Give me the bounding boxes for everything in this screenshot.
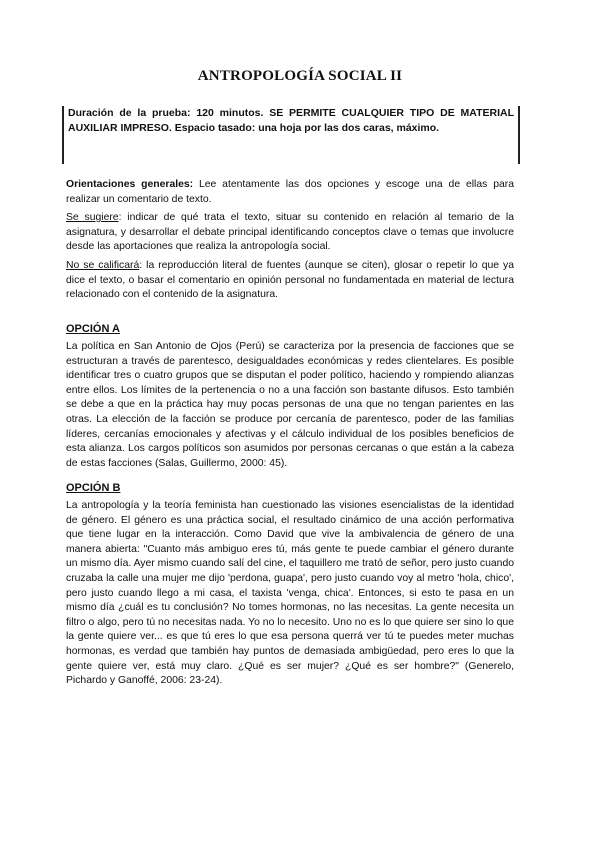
orientaciones-text: Lee atentamente las dos opciones y escoge una de ellas para realizar un comentario de texto. bbox=[66, 179, 514, 205]
exam-info-box bbox=[62, 106, 520, 164]
no-calificara-paragraph bbox=[66, 259, 514, 303]
opcion-b-text: La antropología y la teoría feminista han cuestionado las visiones esencialistas de la identidad de género. El género es una práctica social, el resultado cinámico de una acción performativa que tiene lugar en la interacción. Como David que vive la ambivalencia de género de una manera abierta: "Cuanto más ambiguo eres tú, más gente te puede cambiar el género durante un mismo día. Ayer mismo cuando salí del cine, el taquillero me trató de señor, pero justo cuando cruzaba la calle una mujer me dijo 'perdona, guapa', pero justo cuando voy al metro 'hola, chico', pero justo cuando llego a mi casa, el taxista 'venga, chica'. Entonces, si esto te pasa en un mismo día ¿cuál es tu conclusión? No tomes hormonas, no las necesitas. La gente necesita un filtro o algo, pero tú no necesitas nada. Yo no lo necesito. Uno no es lo que quiere ser sino lo que la gente quiere ver... es que tú eres lo que esa persona querrá ver tú te puedes meter muchas hormonas, es verdad que también hay puntos de demasiada ambigüedad, pero eres lo que la gente quiere ver, está muy claro. ¿Qué es ser mujer? ¿Qué es ser hombre?" (Generelo, Pichardo y Ganoffé, 2006: 23-24). bbox=[66, 500, 515, 687]
sugiere-paragraph bbox=[66, 211, 514, 255]
opcion-a-text: La política en San Antonio de Ojos (Perú) se caracteriza por la presencia de facciones que se estructuran a través de parentesco, desigualdades económicas y redes clientelares. Es posible identificar tres o cuatro grupos que se disputan el poder político, haciendo y rompiendo alianzas entre ellos. Los límites de la pertenencia o no a una facción son bastante difusos. Esto también se debe a que en la práctica hay muy pocas personas de una que no tengan parientes en las otras. La elección de la facción se produce por cercanía de parentesco, poder de las familias líderes, cercanías emocionales y afectivas y el cálculo individual de los posibles beneficios de esta alianza. Los cargos políticos son asumidos por personas cercanas o que están a la cabeza de estas facciones (Salas, Guillermo, 2000: 45). bbox=[66, 341, 514, 469]
exam-info-text: Duración de la prueba: 120 minutos. SE PERMITE CUALQUIER TIPO DE MATERIAL AUXILIAR IMPRESO. Espacio tasado: una hoja por las dos caras, máximo. bbox=[68, 107, 514, 134]
orientaciones-lead: Orientaciones generales: bbox=[66, 179, 194, 190]
sugiere-text: : indicar de qué trata el texto, situar su contenido en relación al temario de la asignatura, y desarrollar el debate principal identificando conceptos clave o temas que involucre desde las aportaciones que realiza la antropología social. bbox=[66, 212, 514, 253]
no-calificara-text: : la reproducción literal de fuentes (aunque se citen), glosar o repetir lo que ya dice el texto, o basar el comentario en opinión personal no fundamentada en material de lectura relacionado con el contenido de la asignatura. bbox=[66, 260, 515, 301]
sugiere-lead: Se sugiere bbox=[66, 212, 119, 223]
opcion-b-heading: OPCIÓN B bbox=[66, 482, 121, 494]
opcion-a-heading: OPCIÓN A bbox=[66, 323, 120, 335]
no-calificara-lead: No se calificará bbox=[66, 260, 140, 271]
orientaciones-paragraph bbox=[66, 178, 514, 207]
page-title: ANTROPOLOGÍA SOCIAL II bbox=[197, 68, 403, 84]
